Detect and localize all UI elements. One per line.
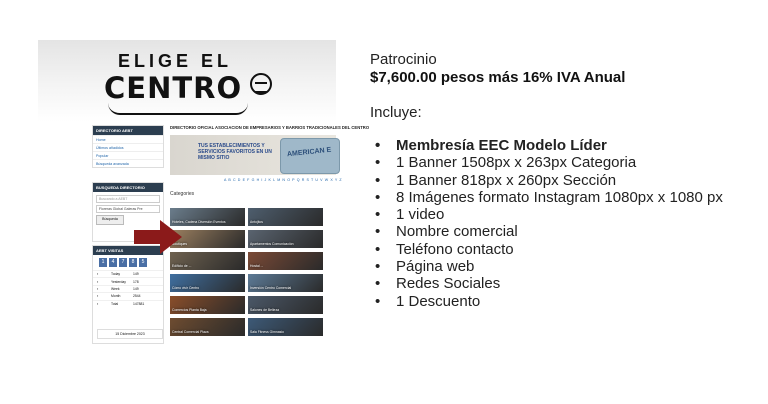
chart-icon: ▪ <box>97 301 99 306</box>
chart-icon: ▪ <box>97 286 99 291</box>
category-tile[interactable] <box>170 296 245 314</box>
includes-item: • Redes Sociales <box>374 275 723 292</box>
includes-label: Incluye: <box>370 104 422 121</box>
includes-item: • 1 Banner 1508px x 263px Categoria <box>374 154 723 171</box>
search-button[interactable]: Búsqueda <box>96 215 124 225</box>
sidebar-directory <box>92 125 164 168</box>
category-tile[interactable] <box>248 318 323 336</box>
sidebar-item-home[interactable]: Home <box>93 135 163 143</box>
includes-item: • Página web <box>374 258 723 275</box>
includes-item: • Nombre comercial <box>374 223 723 240</box>
sidebar-visits-header: AEBT VISITAS <box>93 246 163 255</box>
visit-digit: 8 <box>129 258 137 267</box>
visits-date: 15 Diciembre 2023 <box>97 329 163 339</box>
visits-row-value: 178 <box>133 279 139 284</box>
directory-title: DIRECTORIO OFICIAL ASOCIACION DE EMPRESARIOS Y BARRIOS TRADICIONALES DEL CENTRO <box>170 125 370 130</box>
visits-row <box>93 270 163 277</box>
visits-row <box>93 285 163 292</box>
category-tile[interactable] <box>248 208 323 226</box>
visit-digit: 5 <box>139 258 147 267</box>
sidebar-visits <box>92 245 164 344</box>
sidebar-directory-header: DIRECTORIO AEBT <box>93 126 163 135</box>
category-tile[interactable] <box>170 252 245 270</box>
search-input[interactable]: Buscando a AEBT <box>96 195 160 203</box>
credit-card-image <box>280 138 340 174</box>
logo-text-top: ELIGE EL <box>118 51 233 71</box>
visits-row-label: Total <box>111 301 119 306</box>
sponsorship-price: $7,600.00 pesos más 16% IVA Anual <box>370 69 626 86</box>
sidebar-search-header: BUSQUEDA DIRECTORIO <box>93 183 163 192</box>
category-tile-label: Salones de Belleza <box>250 308 280 312</box>
visits-row-label: Today <box>111 272 121 277</box>
visits-row <box>93 292 163 299</box>
chart-icon: ▪ <box>97 294 99 299</box>
pointer-arrow-icon <box>134 220 182 254</box>
category-tile[interactable] <box>170 274 245 292</box>
ad-banner-text: TUS ESTABLECIMIENTOS Y SERVICIOS FAVORITOS EN UN MISMO SITIO <box>198 143 272 161</box>
category-tile[interactable] <box>248 296 323 314</box>
credit-card-label: AMERICAN E <box>286 146 332 159</box>
sponsorship-label: Patrocinio <box>370 51 437 68</box>
chart-icon: ▪ <box>97 279 99 284</box>
visit-counter <box>93 255 163 270</box>
category-tile[interactable] <box>248 230 323 248</box>
category-tile[interactable] <box>248 274 323 292</box>
logo-emblem-icon <box>250 73 272 95</box>
visits-row <box>93 277 163 284</box>
category-tile-label: Central Comercial Plaza <box>172 330 209 334</box>
sidebar-item-advanced-search[interactable]: Búsqueda avanzada <box>93 159 163 167</box>
visit-digit: 1 <box>99 258 107 267</box>
category-tile-label: Hoteles, Cadena Diversión Eventos <box>172 220 226 224</box>
category-tile-label: Cómo vivir Centro <box>172 286 200 290</box>
category-tile-label: Edificio de ... <box>172 264 192 268</box>
category-tile-label: Inversión Centro Comercial <box>250 286 292 290</box>
visit-digit: 4 <box>109 258 117 267</box>
ad-banner[interactable] <box>170 135 336 175</box>
category-tile-label: Hostal ... <box>250 264 264 268</box>
category-tile[interactable] <box>248 252 323 270</box>
visits-row-label: Yesterday <box>111 279 126 284</box>
visits-row-value: 149 <box>133 272 139 277</box>
includes-item: • 8 Imágenes formato Instagram 1080px x 1080 px <box>374 189 723 206</box>
category-tile-label: Comercios Planta Baja <box>172 308 207 312</box>
website-screenshot <box>38 40 370 342</box>
visit-digit: 7 <box>119 258 127 267</box>
category-select[interactable]: Floreras Global Galeras Pre <box>96 205 160 213</box>
includes-list <box>374 137 723 310</box>
includes-item: • Membresía EEC Modelo Líder <box>374 137 723 154</box>
logo-swoosh <box>108 103 248 115</box>
includes-item: • Teléfono contacto <box>374 241 723 258</box>
category-tile[interactable] <box>170 318 245 336</box>
visits-row-value: 147881 <box>133 301 145 306</box>
categories-heading: Categories <box>170 191 195 197</box>
includes-item: • 1 video <box>374 206 723 223</box>
category-tile-label: Apartamentos Comunicación <box>250 242 294 246</box>
includes-item: • 1 Descuento <box>374 293 723 310</box>
visits-row-label: Month <box>111 294 121 299</box>
chart-icon: ▪ <box>97 272 99 277</box>
alphabet-filter[interactable]: A B C D E F G H I J K L M N O P Q R S T U V W X Y Z <box>224 178 343 182</box>
category-tile-label: Antojitos <box>250 220 264 224</box>
visits-row-label: Week <box>111 286 120 291</box>
visits-row <box>93 300 163 307</box>
logo-text-bottom: CENTRO <box>104 71 243 105</box>
visits-row-value: 149 <box>133 286 139 291</box>
category-tile-label: Sala Fitness Gimnasio <box>250 330 284 334</box>
header-banner <box>38 40 336 122</box>
sidebar-item-popular[interactable]: Popular <box>93 151 163 159</box>
visits-row-value: 2544 <box>133 294 141 299</box>
sidebar-item-latest[interactable]: Últimos añadidos <box>93 143 163 151</box>
category-tile-label: Boutiques <box>172 242 188 246</box>
includes-item: • 1 Banner 818px x 260px Sección <box>374 172 723 189</box>
